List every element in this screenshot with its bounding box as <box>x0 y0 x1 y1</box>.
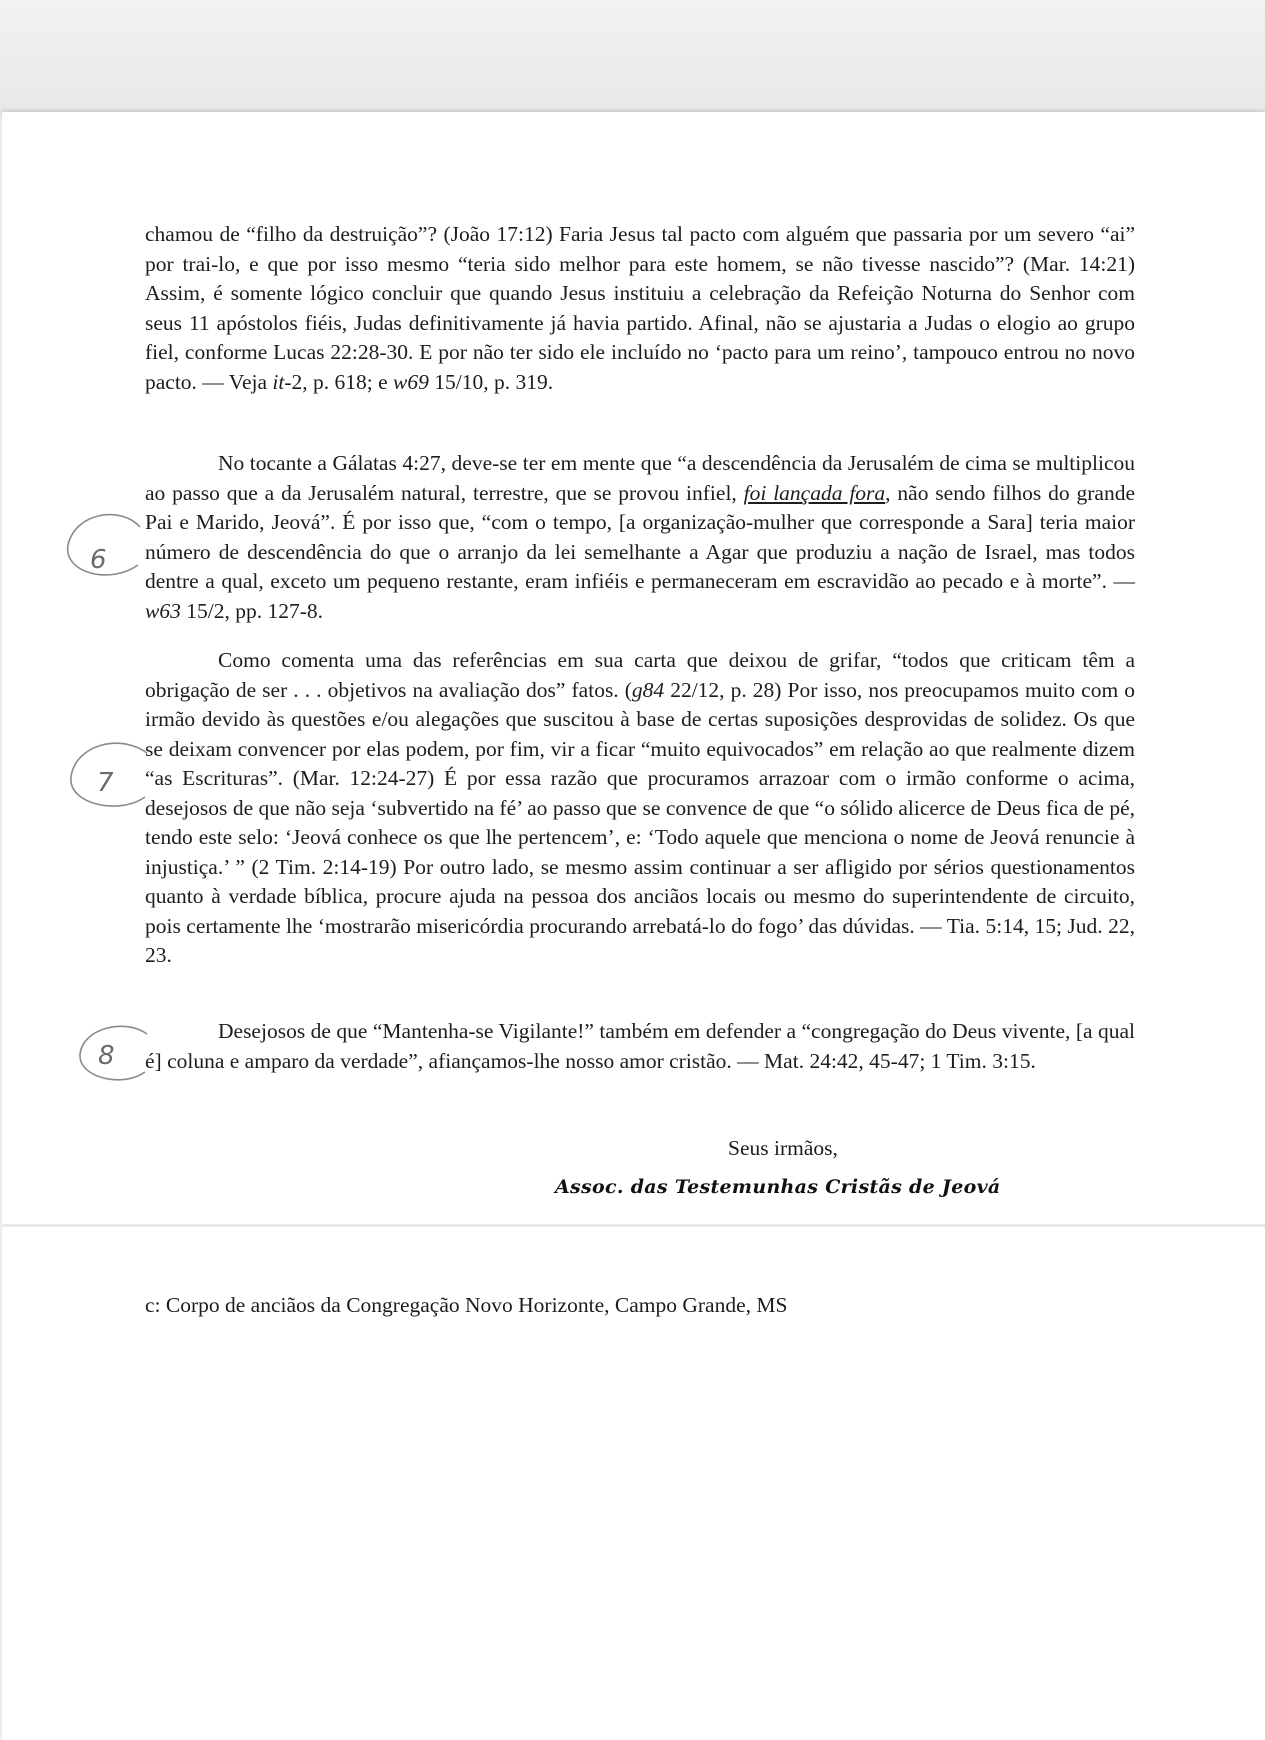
paragraph-3 <box>145 646 1135 971</box>
paragraph-1-text-3: 15/10, p. 319. <box>428 369 554 394</box>
signature-stamp: Assoc. das Testemunhas Cristãs de Jeová <box>555 1176 1001 1198</box>
paragraph-1-text-2: -2, p. 618; e <box>284 369 394 394</box>
reference-w69: w69 <box>393 369 429 394</box>
paragraph-3-text: Como comenta uma das referências em sua carta que deixou de grifar, “todos que criticam têm a obrigação de ser . . . objetivos na avaliação dos” fatos. ( <box>145 648 1135 702</box>
paragraph-2 <box>145 449 1135 626</box>
scan-background <box>0 0 1265 118</box>
paragraph-2-text-3: 15/2, pp. 127-8. <box>180 598 323 623</box>
margin-circle-8-icon <box>75 1020 155 1088</box>
paragraph-4-text: Desejosos de que “Mantenha-se Vigilante!” também em defender a “congregação do Deus vivente, [a qual é] coluna e amparo da verdade”, afiançamos-lhe nosso amor cristão. — Mat. 24:42, 45-47; 1 Tim. 3:15. <box>145 1019 1135 1073</box>
reference-w63: w63 <box>145 598 181 623</box>
carbon-copy-line: c: Corpo de anciãos da Congregação Novo Horizonte, Campo Grande, MS <box>145 1293 788 1317</box>
paper-fold-line <box>2 1224 1265 1227</box>
paragraph-2-text: No tocante a Gálatas 4:27, deve-se ter em mente que “a descendência da Jerusalém de cima se multiplicou ao passo que a da Jerusalém natural, terrestre, que se provou infiel, <box>145 451 1135 505</box>
margin-note-7: 7 <box>97 768 114 798</box>
margin-note-6: 6 <box>90 545 107 575</box>
paragraph-2-text-2: , não sendo filhos do grande Pai e Marido, Jeová”. É por isso que, “com o tempo, [a organização-mulher que corresponde a Sara] teria maior número de descendência do que o arranjo da lei semelhante a Agar que produziu a nação de Israel, mas todos dentre a qual, exceto um pequeno restante, eram infiéis e permaneceram em escravidão ao pecado e à morte”. — <box>145 480 1135 593</box>
paragraph-1-text: chamou de “filho da destruição”? (João 17:12) Faria Jesus tal pacto com alguém que passaria por um severo “ai” por trai-lo, e que por isso mesmo “teria sido melhor para este homem, se não tivesse nascido”? (Mar. 14:21) Assim, é somente lógico concluir que quando Jesus instituiu a celebração da Refeição Noturna do Senhor com seus 11 apóstolos fiéis, Judas definitivamente já havia partido. Afinal, não se ajustaria a Judas o elogio ao grupo fiel, conforme Lucas 22:28-30. E por não ter sido ele incluído no ‘pacto para um reino’, tampouco entrou no novo pacto. — Veja <box>145 222 1135 394</box>
paragraph-4 <box>145 1017 1135 1076</box>
reference-it: it <box>272 369 285 394</box>
paragraph-3-text-2: 22/12, p. 28) Por isso, nos preocupamos muito com o irmão devido às questões e/ou alegações que suscitou à base de certas suposições desprovidas de solidez. Os que se deixam convencer por elas podem, por fim, vir a ficar “muito equivocados” em relação ao que realmente dizem “as Escrituras”. (Mar. 12:24-27) É por essa razão que procuramos arrazoar com o irmão conforme o acima, desejosos de que não seja ‘subvertido na fé’ ao passo que se convence de que “o sólido alicerce de Deus fica de pé, tendo este selo: ‘Jeová conhece os que lhe pertencem’, e: ‘Todo aquele que menciona o nome de Jeová renuncie à injustiça.’ ” (2 Tim. 2:14-19) Por outro lado, se mesmo assim continuar a ser afligido por sérios questionamentos quanto à verdade bíblica, procure ajuda na pessoa dos anciãos locais ou mesmo do superintendente de circuito, pois certamente lhe ‘mostrarão misericórdia procurando arrebatá-lo do fogo’ das dúvidas. — Tia. 5:14, 15; Jud. 22, 23. <box>145 677 1135 967</box>
reference-g84: g84 <box>631 677 665 702</box>
handwritten-underline-phrase: foi lançada fora <box>743 480 886 505</box>
paragraph-1 <box>145 220 1135 397</box>
closing-salutation: Seus irmãos, <box>728 1136 838 1160</box>
margin-note-8: 8 <box>98 1041 115 1071</box>
